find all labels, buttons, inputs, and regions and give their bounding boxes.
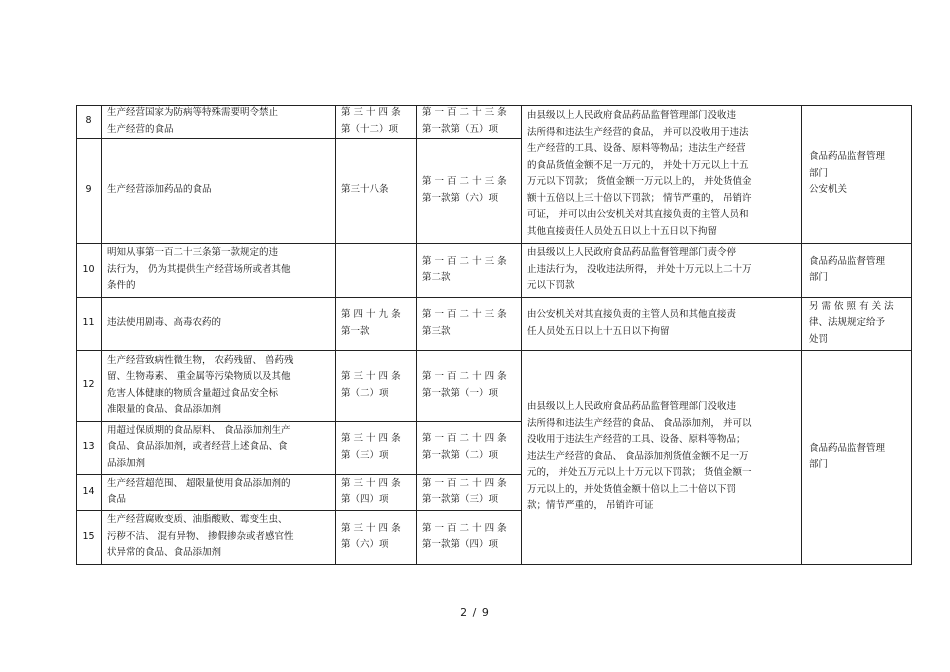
penalty-article: 第 一 百 二 十 三 条 第三款 xyxy=(422,309,507,337)
penalty-measure: 由县级以上人民政府食品药品监督管理部门没收违 法所得和违法生产经营的食品、 食品添加剂， 并可以 没收用于违法生产经营的工具、设备、原料等物品； 违法生产经营的食品、 食品添加剂货值金额不足一万 元的， 并处五万元以上十万元以下罚款； 货值金额一 万元以上的，并处货值金额十倍以上二十倍以下罚 款；情节严重的， 吊销许可证 xyxy=(527,401,752,512)
col-divider xyxy=(521,105,522,565)
page-indicator xyxy=(0,606,950,619)
violation-description: 生产经营腐败变质、油脂酸败、霉变生虫、 污秽不洁、 混有异物、 掺假掺杂或者感官性 状异常的食品、食品添加剂 xyxy=(107,514,294,559)
row-number: 10 xyxy=(82,263,95,275)
col-divider xyxy=(911,105,912,565)
violation-description: 生产经营致病性微生物， 农药残留、 兽药残 留、生物毒素、 重金属等污染物质以及其他 危害人体健康的物质含量超过食品安全标 准限量的食品、食品添加剂 xyxy=(107,354,294,415)
col-divider xyxy=(335,105,336,565)
row-number: 15 xyxy=(82,530,95,542)
row-number: 8 xyxy=(85,115,92,127)
penalty-article: 第 一 百 二 十 四 条 第一款第（一）项 xyxy=(422,371,507,399)
legal-article: 第 三 十 四 条 第（六）项 xyxy=(341,522,401,550)
legal-article: 第 三 十 四 条 第（十二）项 xyxy=(341,107,401,135)
legal-article xyxy=(341,243,415,297)
penalty-article: 第 一 百 二 十 四 条 第一款第（四）项 xyxy=(422,522,507,550)
col-divider xyxy=(416,105,417,565)
enforcement-agency: 食品药品监督管理 部门 xyxy=(809,442,886,470)
legal-article: 第 三 十 四 条 第（四）项 xyxy=(341,477,401,505)
page-separator: / xyxy=(472,606,478,619)
enforcement-agency: 另 需 依 照 有 关 法 律、法规规定给予 处罚 xyxy=(809,300,894,345)
penalty-article: 第 一 百 二 十 三 条 第一款第（五）项 xyxy=(422,107,507,135)
penalty-measure: 由县级以上人民政府食品药品监督管理部门没收违 法所得和违法生产经营的食品， 并可以没收用于违法 生产经营的工具、设备、原料等物品；违法生产经营 的食品货值金额不足一万元的， 并处十万元以上十五 万元以下罚款； 货值金额一万元以上的， 并处货值金 额十五倍以上三十倍以下罚款； 情节严重的， 吊销许 可证， 并可以由公安机关对其直接负责的主管人员和 其他直接责任人员处五日以上十五日以下拘留 xyxy=(527,110,752,237)
enforcement-agency: 食品药品监督管理 部门 xyxy=(809,255,886,283)
penalty-article: 第 一 百 二 十 三 条 第二款 xyxy=(422,255,507,283)
penalty-article: 第 一 百 二 十 四 条 第一款第（二）项 xyxy=(422,433,507,461)
row-number: 14 xyxy=(82,485,95,497)
col-divider xyxy=(101,105,102,565)
violation-description: 生产经营添加药品的食品 xyxy=(107,184,212,196)
violation-description: 违法使用剧毒、高毒农药的 xyxy=(107,317,222,329)
page-total: 9 xyxy=(481,606,490,619)
violation-description: 明知从事第一百二十三条第一款规定的违 法行为， 仍为其提供生产经营场所或者其他 条件的 xyxy=(107,247,291,292)
table-border-bottom xyxy=(76,564,912,565)
enforcement-agency: 食品药品监督管理 部门 公安机关 xyxy=(809,151,886,196)
row-number: 13 xyxy=(82,441,95,453)
violation-description: 用超过保质期的食品原料、 食品添加剂生产 食品、食品添加剂，或者经营上述食品、食 品添加剂 xyxy=(107,424,291,469)
penalty-measure: 由公安机关对其直接负责的主管人员和其他直接责 任人员处五日以上十五日以下拘留 xyxy=(527,309,737,337)
penalty-article: 第 一 百 二 十 三 条 第一款第（六）项 xyxy=(422,176,507,204)
legal-article: 第 三 十 四 条 第（三）项 xyxy=(341,433,401,461)
legal-article: 第 三 十 四 条 第（二）项 xyxy=(341,371,401,399)
legal-article: 第 四 十 九 条 第一款 xyxy=(341,309,401,337)
col-divider xyxy=(801,105,802,565)
violation-description: 生产经营超范围、 超限量使用食品添加剂的 食品 xyxy=(107,477,291,505)
violation-description: 生产经营国家为防病等特殊需要明令禁止 生产经营的食品 xyxy=(107,107,279,135)
legal-article: 第三十八条 xyxy=(341,184,389,196)
regulation-table xyxy=(76,105,912,565)
row-number: 11 xyxy=(82,317,95,329)
penalty-article: 第 一 百 二 十 四 条 第一款第（三）项 xyxy=(422,477,507,505)
page-number: 2 xyxy=(460,606,469,619)
row-number: 9 xyxy=(85,184,92,196)
row-number: 12 xyxy=(82,379,95,391)
penalty-measure: 由县级以上人民政府食品药品监督管理部门责令停 止违法行为， 没收违法所得， 并处十万元以上二十万 元以下罚款 xyxy=(527,247,752,292)
